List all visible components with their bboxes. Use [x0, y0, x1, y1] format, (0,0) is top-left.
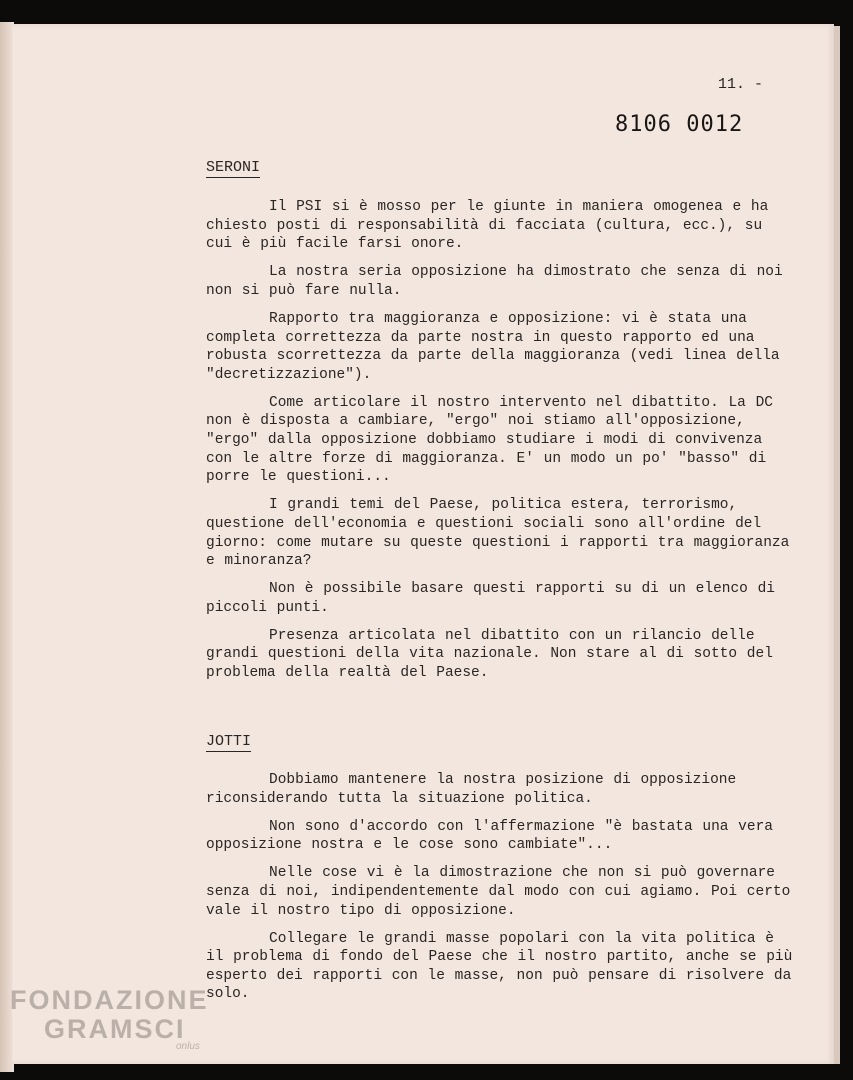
watermark-line-3: onlus [176, 1041, 200, 1052]
section-seroni-body [206, 198, 796, 692]
speaker-heading-jotti: JOTTI [206, 733, 252, 750]
archive-code: 8106 0012 [615, 112, 744, 137]
paragraph: Collegare le grandi masse popolari con la vita politica è il problema di fondo del Paese che il nostro partito, anche se più esperto dei rapporti con le masse, non può pensare di risolvere da solo. [206, 930, 793, 1003]
paragraph: Nelle cose vi è la dimostrazione che non si può governare senza di noi, indipendentemente dal modo con cui agiamo. Poi certo vale il nostro tipo di opposizione. [206, 865, 791, 919]
paragraph: Non sono d'accordo con l'affermazione "è bastata una vera opposizione nostra e le cose sono cambiate"... [206, 818, 773, 854]
paragraph: I grandi temi del Paese, politica estera, terrorismo, questione dell'economia e questioni sociali sono all'ordine del giorno: come mutare su queste questioni i rapporti tra maggioranza e minoranza? [206, 497, 790, 570]
page-right-edge [834, 26, 840, 1064]
paragraph: La nostra seria opposizione ha dimostrato che senza di noi non si può fare nulla. [206, 264, 783, 299]
paragraph: Il PSI si è mosso per le giunte in maniera omogenea e ha chiesto posti di responsabilità di facciata (cultura, ecc.), su cui è più facile farsi onore. [206, 199, 769, 253]
paragraph: Rapporto tra maggioranza e opposizione: vi è stata una completa correttezza da parte nostra in questo rapporto ed una robusta scorrettezza da parte della maggioranza (vedi linea della "decretizzazione"). [206, 310, 780, 383]
paragraph: Presenza articolata nel dibattito con un rilancio delle grandi questioni della vita nazionale. Non stare al di sotto del problema della realtà del Paese. [206, 627, 773, 682]
speaker-heading-seroni: SERONI [206, 159, 261, 176]
paragraph: Come articolare il nostro intervento nel dibattito. La DC non è disposta a cambiare, "ergo" noi stiamo all'opposizione, "ergo" dalla opposizione dobbiamo studiare i modi di convivenza con le altre forze di maggioranza. E' un modo un po' "basso" di porre le questioni... [206, 394, 773, 486]
paragraph: Dobbiamo mantenere la nostra posizione di opposizione riconsiderando tutta la situazione politica. [206, 772, 737, 807]
watermark-line-2: GRAMSCI [44, 1014, 186, 1044]
section-jotti-body [206, 771, 796, 1014]
page-number: 11. - [718, 76, 764, 93]
fondazione-gramsci-watermark [10, 985, 209, 1052]
watermark-line-1: FONDAZIONE [10, 985, 209, 1015]
paragraph: Non è possibile basare questi rapporti su di un elenco di piccoli punti. [206, 581, 775, 616]
